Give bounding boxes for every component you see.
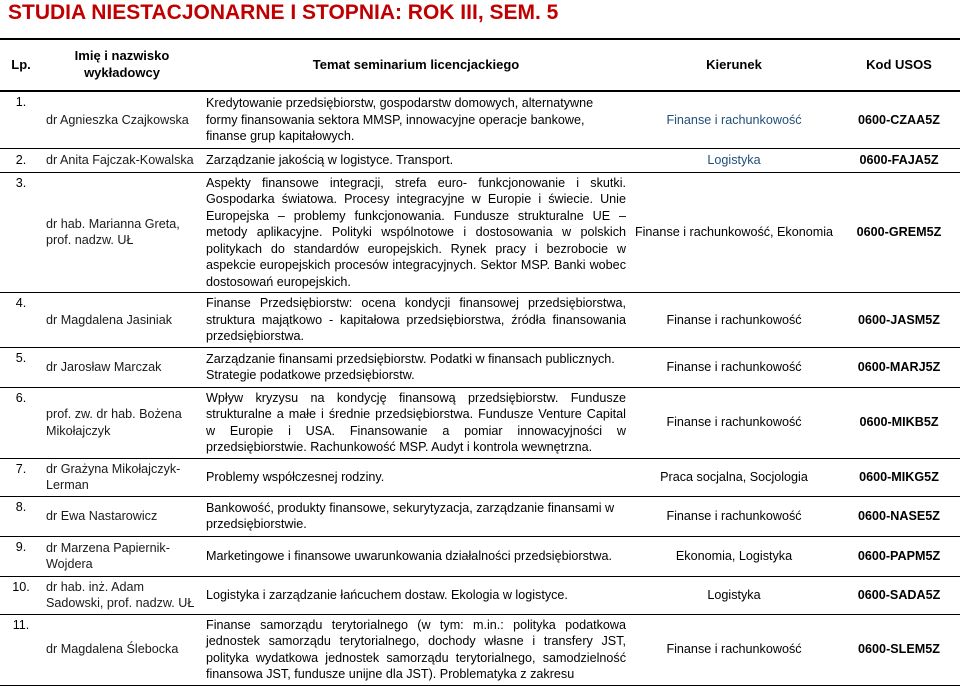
row-topic: Finanse samorządu terytorialnego (w tym: m.in.: polityka podatkowa jednostek samorządu terytorialnego, dochody własne i transfery JST, polityka wydatkowa jednostek samorządu terytorialnego, samodzielność finansowa JST, fundusze unijne dla JST). Problematyka z zakresu	[202, 614, 630, 685]
row-lp: 5.	[0, 347, 42, 387]
row-direction: Logistyka	[630, 148, 838, 172]
row-lp: 11.	[0, 614, 42, 685]
row-lp: 6.	[0, 387, 42, 458]
header-name: Imię i nazwisko wykładowcy	[42, 39, 202, 91]
row-lecturer: dr Magdalena Jasiniak	[42, 293, 202, 348]
row-code: 0600-PAPM5Z	[838, 536, 960, 576]
table-row	[0, 347, 960, 387]
row-direction: Praca socjalna, Socjologia	[630, 458, 838, 496]
header-code: Kod USOS	[838, 39, 960, 91]
row-topic: Finanse Przedsiębiorstw: ocena kondycji finansowej przedsiębiorstwa, struktura majątkowo - kapitałowa przedsiębiorstwa, źródła finansowania przedsiębiorstwa.	[202, 293, 630, 348]
table-header-row	[0, 39, 960, 91]
row-code: 0600-MARJ5Z	[838, 347, 960, 387]
row-code: 0600-SADA5Z	[838, 576, 960, 614]
row-lecturer: dr hab. inż. Adam Sadowski, prof. nadzw. UŁ	[42, 576, 202, 614]
table-row	[0, 496, 960, 536]
row-lp: 4.	[0, 293, 42, 348]
table-row	[0, 148, 960, 172]
row-code: 0600-JASM5Z	[838, 293, 960, 348]
row-code: 0600-CZAA5Z	[838, 91, 960, 148]
row-lp: 3.	[0, 172, 42, 293]
table-row	[0, 458, 960, 496]
row-direction: Finanse i rachunkowość	[630, 293, 838, 348]
row-topic: Zarządzanie finansami przedsiębiorstw. Podatki w finansach publicznych. Strategie podatkowe przedsiębiorstw.	[202, 347, 630, 387]
row-code: 0600-MIKG5Z	[838, 458, 960, 496]
row-lecturer: dr Agnieszka Czajkowska	[42, 91, 202, 148]
row-lecturer: dr Marzena Papiernik-Wojdera	[42, 536, 202, 576]
row-lecturer: prof. zw. dr hab. Bożena Mikołajczyk	[42, 387, 202, 458]
row-code: 0600-GREM5Z	[838, 172, 960, 293]
row-topic: Kredytowanie przedsiębiorstw, gospodarstw domowych, alternatywne formy finansowania sektora MMSP, innowacyjne operacje bankowe, finanse grup kapitałowych.	[202, 91, 630, 148]
row-code: 0600-FAJA5Z	[838, 148, 960, 172]
seminar-table	[0, 38, 960, 686]
row-lp: 7.	[0, 458, 42, 496]
row-lecturer: dr Magdalena Ślebocka	[42, 614, 202, 685]
row-code: 0600-MIKB5Z	[838, 387, 960, 458]
page-title: STUDIA NIESTACJONARNE I STOPNIA: ROK III, SEM. 5	[8, 1, 559, 24]
table-row	[0, 536, 960, 576]
row-lecturer: dr Grażyna Mikołajczyk-Lerman	[42, 458, 202, 496]
row-topic: Marketingowe i finansowe uwarunkowania działalności przedsiębiorstwa.	[202, 536, 630, 576]
row-direction: Finanse i rachunkowość	[630, 614, 838, 685]
row-direction: Logistyka	[630, 576, 838, 614]
table-row	[0, 614, 960, 685]
row-lp: 2.	[0, 148, 42, 172]
row-lecturer: dr hab. Marianna Greta, prof. nadzw. UŁ	[42, 172, 202, 293]
row-lp: 9.	[0, 536, 42, 576]
row-topic: Logistyka i zarządzanie łańcuchem dostaw. Ekologia w logistyce.	[202, 576, 630, 614]
row-topic: Bankowość, produkty finansowe, sekurytyzacja, zarządzanie finansami w przedsiębiorstwie.	[202, 496, 630, 536]
row-direction: Finanse i rachunkowość	[630, 347, 838, 387]
row-code: 0600-NASE5Z	[838, 496, 960, 536]
table-row	[0, 172, 960, 293]
row-topic: Problemy współczesnej rodziny.	[202, 458, 630, 496]
row-direction: Finanse i rachunkowość	[630, 387, 838, 458]
row-direction: Ekonomia, Logistyka	[630, 536, 838, 576]
table-row	[0, 387, 960, 458]
row-direction: Finanse i rachunkowość	[630, 496, 838, 536]
row-code: 0600-SLEM5Z	[838, 614, 960, 685]
row-direction: Finanse i rachunkowość, Ekonomia	[630, 172, 838, 293]
header-lp: Lp.	[0, 39, 42, 91]
row-lecturer: dr Ewa Nastarowicz	[42, 496, 202, 536]
row-lecturer: dr Anita Fajczak-Kowalska	[42, 148, 202, 172]
header-topic: Temat seminarium licencjackiego	[202, 39, 630, 91]
header-direction: Kierunek	[630, 39, 838, 91]
row-topic: Wpływ kryzysu na kondycję finansową przedsiębiorstw. Fundusze strukturalne a małe i średnie przedsiębiorstwa. Fundusze Venture Capital w Europie i USA. Finansowanie a pomiar innowacyjności w przedsiębiorstwie. Rachunkowość MSP. Audyt i kontrola wewnętrzna.	[202, 387, 630, 458]
row-lecturer: dr Jarosław Marczak	[42, 347, 202, 387]
row-direction: Finanse i rachunkowość	[630, 91, 838, 148]
row-lp: 1.	[0, 91, 42, 148]
table-row	[0, 293, 960, 348]
row-lp: 10.	[0, 576, 42, 614]
row-lp: 8.	[0, 496, 42, 536]
table-row	[0, 576, 960, 614]
table-row	[0, 91, 960, 148]
row-topic: Aspekty finansowe integracji, strefa euro- funkcjonowanie i skutki. Gospodarka światowa. Procesy integracyjne w Europie i świecie. Unie Europejska – problemy funkcjonowania. Fundusze strukturalne UE – metody aplikacyjne. Polityki wspólnotowe i dostosowania w polskich politykach do standardów europejskich. Rynek pracy i bezrobocie w aspekcie europejskich procesów integracyjnych. Sektor MSP. Banki wobec dostosowań europejskich.	[202, 172, 630, 293]
row-topic: Zarządzanie jakością w logistyce. Transport.	[202, 148, 630, 172]
